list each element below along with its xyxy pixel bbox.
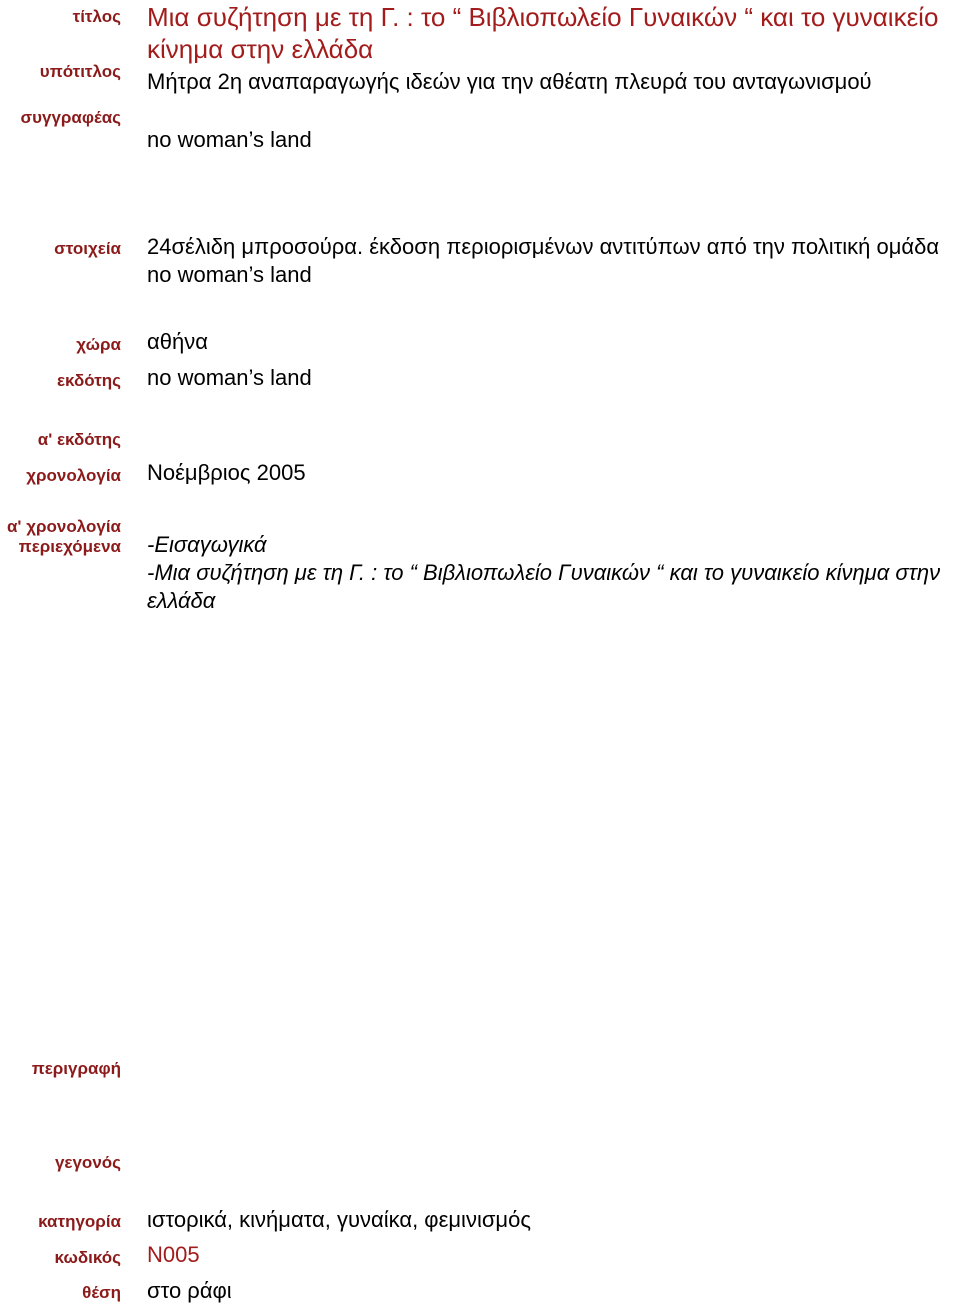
label-description: περιγραφή: [31, 1059, 121, 1078]
label-publisher: εκδότης: [56, 371, 121, 390]
book-author: no woman’s land: [147, 127, 312, 152]
book-contents: [147, 531, 957, 615]
label-title: τίτλος: [72, 7, 121, 26]
book-category: ιστορικά, κινήματα, γυναίκα, φεμινισμός: [147, 1207, 531, 1232]
label-category: κατηγορία: [38, 1212, 121, 1231]
book-code: N005: [147, 1242, 200, 1267]
contents-item: -Εισαγωγικά: [147, 532, 267, 557]
label-location: θέση: [82, 1283, 121, 1302]
label-country: χώρα: [76, 335, 121, 354]
book-country: αθήνα: [147, 329, 208, 354]
label-author: συγγραφέας: [20, 108, 121, 127]
book-publisher: no woman’s land: [147, 365, 312, 390]
label-details: στοιχεία: [54, 239, 121, 258]
contents-item: -Μια συζήτηση με τη Γ. : το “ Βιβλιοπωλείο Γυναικών “ και το γυναικείο κίνημα στην ελλάδα: [147, 560, 941, 613]
label-fact: γεγονός: [54, 1153, 121, 1172]
label-first-date: α' χρονολογία: [6, 517, 121, 536]
label-contents: περιεχόμενα: [18, 537, 121, 556]
label-subtitle: υπότιτλος: [39, 62, 121, 81]
book-location: στο ράφι: [147, 1278, 232, 1303]
book-details: 24σέλιδη μπροσούρα. έκδοση περιορισμένων αντιτύπων από την πολιτική ομάδα no woman’s land: [147, 234, 940, 287]
label-date: χρονολογία: [26, 466, 121, 485]
book-title: Μια συζήτηση με τη Γ. : το “ Βιβλιοπωλείο Γυναικών “ και το γυναικείο κίνημα στην ελλάδα: [147, 2, 939, 64]
book-date: Νοέμβριος 2005: [147, 460, 306, 485]
label-code: κωδικός: [54, 1248, 121, 1267]
book-subtitle: Μήτρα 2η αναπαραγωγής ιδεών για την αθέατη πλευρά του ανταγωνισμού: [147, 69, 872, 94]
label-first-publisher: α' εκδότης: [37, 430, 121, 449]
